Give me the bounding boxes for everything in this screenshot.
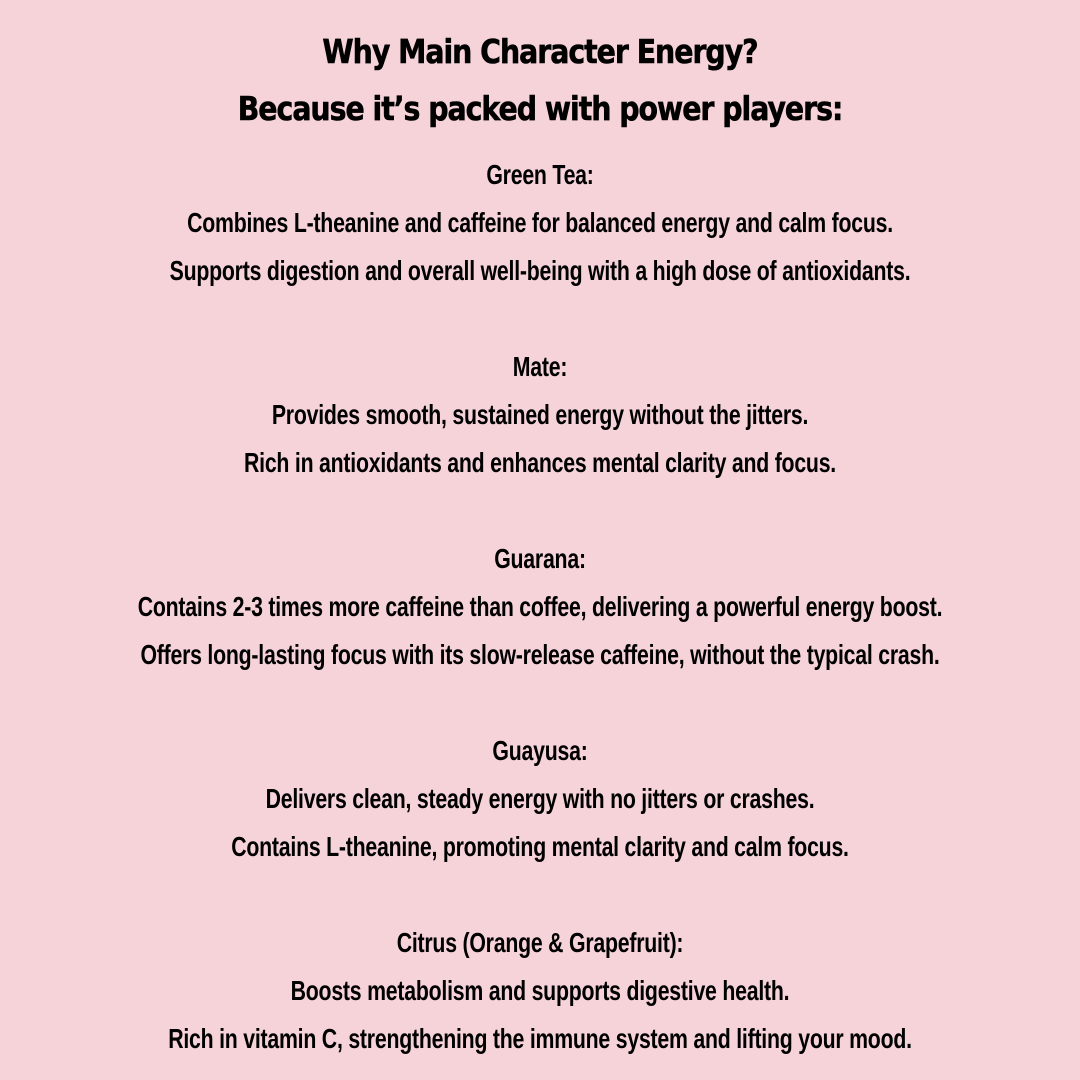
ingredient-name-green-tea: Green Tea: bbox=[486, 159, 594, 190]
ingredient-benefit: Combines L-theanine and caffeine for balanced energy and calm focus. bbox=[187, 207, 893, 238]
ingredient-benefit: Contains 2-3 times more caffeine than coffee, delivering a powerful energy boost. bbox=[137, 591, 943, 622]
ingredient-benefit: Boosts metabolism and supports digestive health. bbox=[290, 975, 790, 1006]
ingredient-benefit: Provides smooth, sustained energy without the jitters. bbox=[271, 399, 809, 430]
ingredient-benefit: Delivers clean, steady energy with no jitters or crashes. bbox=[265, 783, 815, 814]
headline-subtitle: Because it’s packed with power players: bbox=[237, 89, 843, 128]
ingredient-name-citrus: Citrus (Orange & Grapefruit): bbox=[396, 927, 684, 958]
ingredient-name-mate: Mate: bbox=[512, 351, 568, 382]
ingredient-benefit: Rich in vitamin C, strengthening the immune system and lifting your mood. bbox=[168, 1023, 912, 1054]
ingredient-name-guarana: Guarana: bbox=[494, 543, 586, 574]
ingredient-benefit: Contains L-theanine, promoting mental clarity and calm focus. bbox=[231, 831, 849, 862]
ingredient-benefit: Supports digestion and overall well-being with a high dose of antioxidants. bbox=[169, 255, 911, 286]
ingredient-benefit: Rich in antioxidants and enhances mental clarity and focus. bbox=[244, 447, 836, 478]
ingredient-benefit: Offers long-lasting focus with its slow-release caffeine, without the typical crash. bbox=[140, 639, 940, 670]
ingredient-name-guayusa: Guayusa: bbox=[492, 735, 588, 766]
headline-title: Why Main Character Energy? bbox=[322, 32, 758, 71]
